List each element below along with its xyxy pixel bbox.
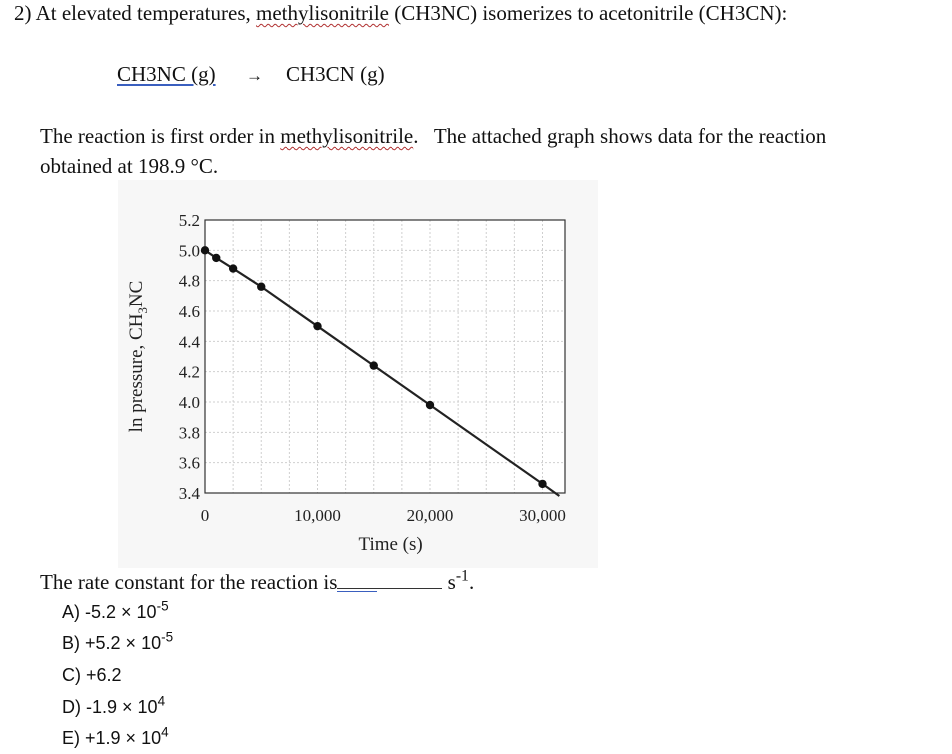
y-tick-label: 4.0 (178, 393, 200, 412)
x-tick-label: 0 (200, 506, 210, 525)
option-label: A) (62, 602, 80, 622)
x-tick-label: 10,000 (294, 506, 341, 525)
data-point (370, 361, 378, 369)
option-e[interactable] (62, 724, 169, 749)
option-value: +5.2 × 10 (85, 633, 162, 653)
x-tick-label: 20,000 (406, 506, 454, 525)
x-tick-label: 30,000 (519, 506, 566, 525)
option-d[interactable] (62, 693, 166, 718)
y-tick-label: 5.2 (178, 211, 200, 230)
option-exponent: 4 (157, 693, 166, 709)
rate-text: The rate constant for the reaction is (40, 570, 338, 594)
data-point (212, 254, 220, 262)
option-label: B) (62, 633, 80, 653)
y-tick-label: 3.4 (178, 484, 200, 503)
rate-end: . (468, 570, 475, 594)
title-word-methylisonitrile: methylisonitrile (256, 1, 389, 25)
y-tick-label: 4.6 (178, 302, 200, 321)
reactant (117, 62, 216, 87)
plot-area (205, 220, 565, 493)
option-value: -1.9 × 10 (86, 697, 158, 717)
title-text-post: (CH3NC) isomerizes to acetonitrile (CH3CN): (388, 1, 788, 25)
ln-pressure-vs-time-chart (118, 180, 598, 568)
data-point (257, 283, 265, 291)
data-point (201, 246, 209, 254)
rate-constant-question (40, 567, 475, 595)
question-number: 2) (14, 1, 32, 25)
rate-unit-exponent: -1 (455, 567, 469, 585)
data-point (229, 264, 237, 272)
title-text-pre: At elevated temperatures, (35, 1, 256, 25)
x-axis-label: Time (s) (358, 534, 423, 555)
option-a[interactable] (62, 598, 169, 623)
data-point (313, 322, 321, 330)
y-tick-label: 4.4 (178, 332, 200, 352)
intro-word-methylisonitrile: methylisonitrile (280, 124, 414, 148)
y-tick-label: 3.8 (178, 423, 200, 443)
data-point (538, 480, 546, 488)
y-tick-label: 4.8 (178, 271, 200, 291)
intro-line-1 (40, 124, 826, 149)
reactant-formula: CH3NC (g) (117, 62, 216, 86)
data-point (426, 401, 434, 409)
y-tick-label: 4.2 (178, 362, 200, 382)
rate-unit: s (447, 570, 456, 594)
chart-container (118, 180, 598, 568)
option-label: C) (62, 665, 81, 685)
question-title (14, 1, 787, 26)
option-label: E) (62, 728, 80, 748)
option-c[interactable] (62, 665, 122, 686)
reaction-arrow: → (246, 66, 263, 85)
answer-blank[interactable] (337, 570, 442, 589)
option-exponent: -5 (161, 629, 174, 645)
y-tick-label: 5.0 (178, 241, 200, 261)
intro-line-2: obtained at 198.9 °C. (40, 154, 219, 178)
option-b[interactable] (62, 629, 174, 654)
intro-text-pre: The reaction is first order in (40, 124, 281, 148)
y-tick-label: 3.6 (178, 453, 200, 473)
option-value: -5.2 × 10 (85, 602, 157, 622)
option-exponent: 4 (161, 724, 169, 740)
product-formula: CH3CN (g) (286, 62, 385, 86)
intro-text-post: . The attached graph shows data for the reaction (413, 124, 827, 148)
option-exponent: -5 (156, 598, 169, 614)
option-value: +6.2 (86, 665, 122, 685)
y-axis-label: ln pressure, $CH_3NC$ (126, 280, 150, 433)
option-label: D) (62, 697, 81, 717)
option-value: +1.9 × 10 (85, 728, 162, 748)
